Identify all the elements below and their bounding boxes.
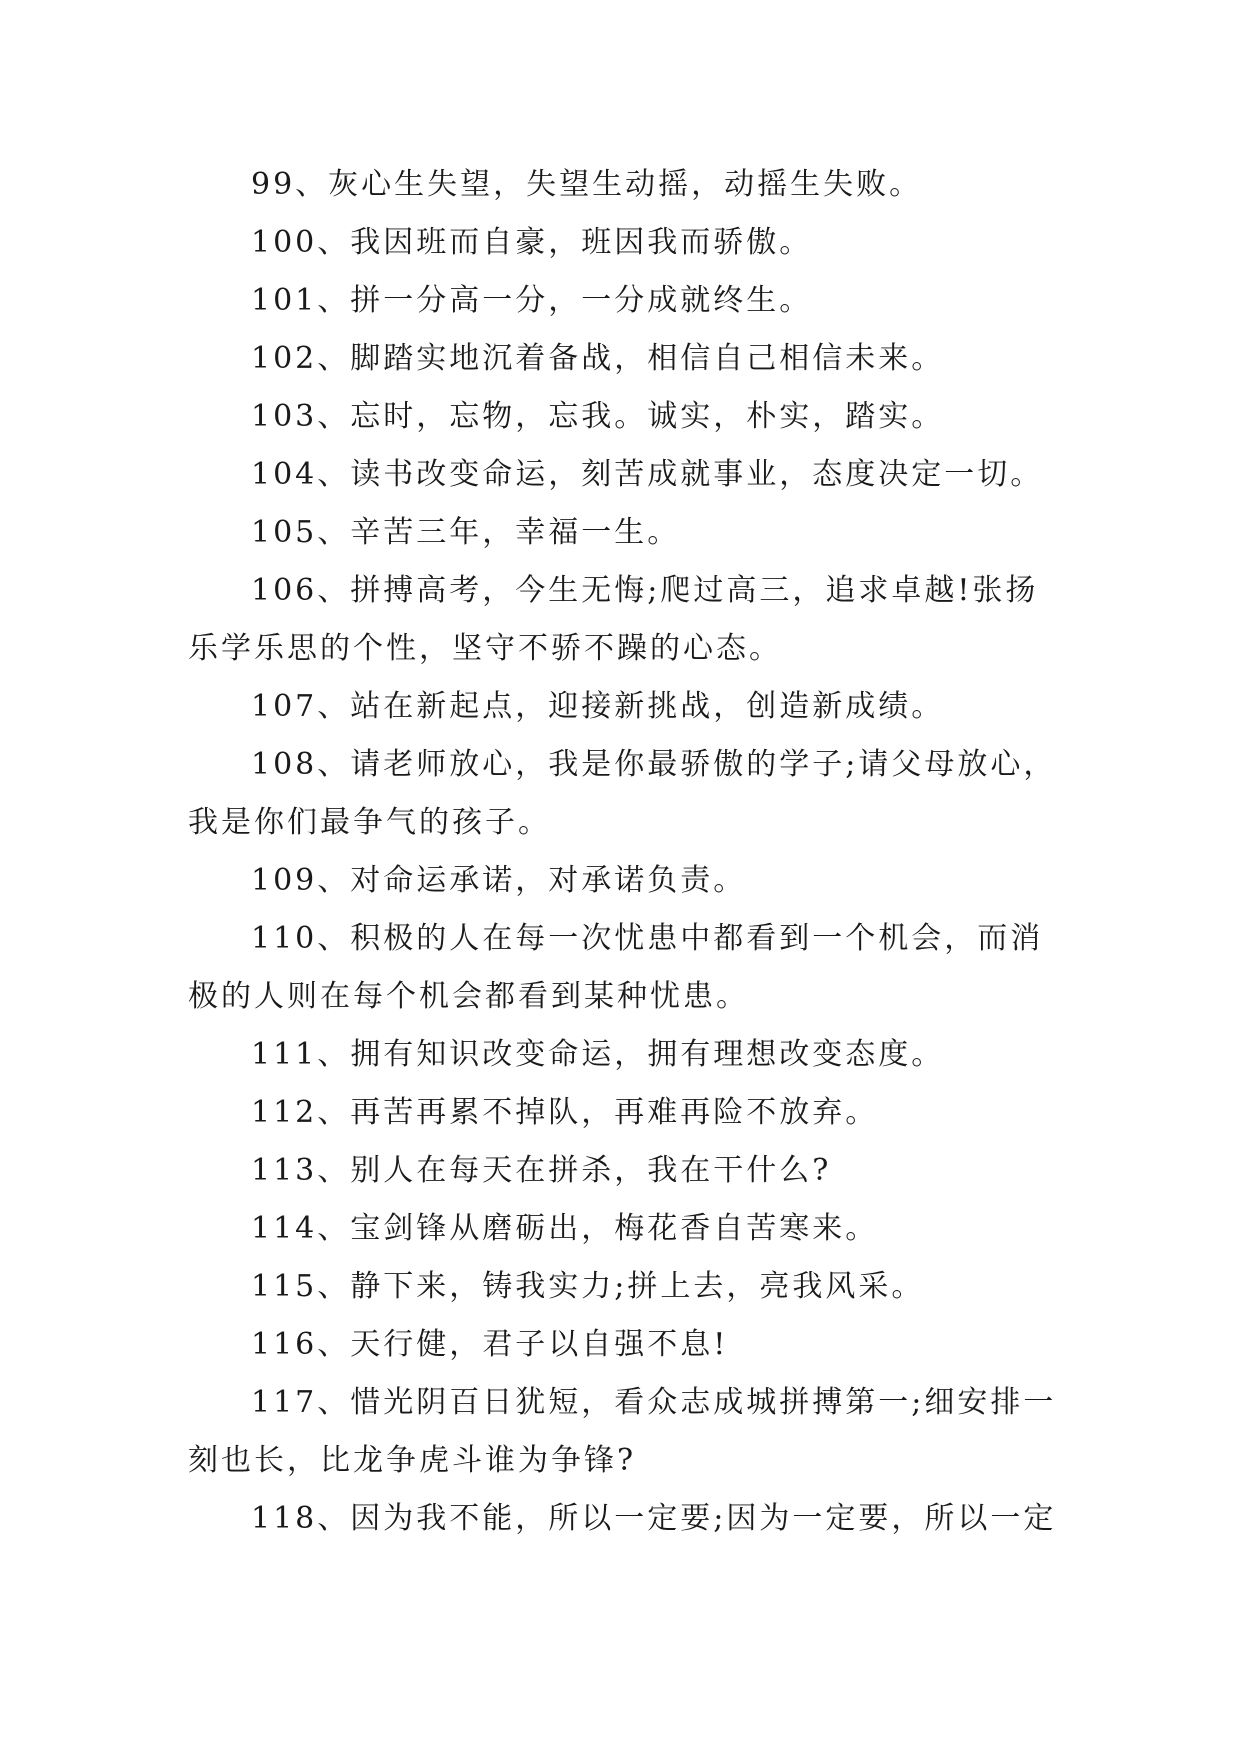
document-body xyxy=(188,156,1068,1548)
paragraph-116: 116、天行健，君子以自强不息! xyxy=(251,1327,729,1362)
paragraph-110: 110、积极的人在每一次忧患中都看到一个机会，而消极的人则在每个机会都看到某种忧患。 xyxy=(188,921,1044,1014)
paragraph-118: 118、因为我不能，所以一定要;因为一定要，所以一定 xyxy=(251,1501,1057,1536)
paragraph-107: 107、站在新起点，迎接新挑战，创造新成绩。 xyxy=(251,689,945,724)
paragraph-102: 102、脚踏实地沉着备战，相信自己相信未来。 xyxy=(251,341,945,376)
paragraph-113: 113、别人在每天在拼杀，我在干什么? xyxy=(251,1153,832,1188)
paragraph-111: 111、拥有知识改变命运，拥有理想改变态度。 xyxy=(251,1037,945,1072)
paragraph-115: 115、静下来，铸我实力;拼上去，亮我风采。 xyxy=(251,1269,925,1304)
paragraph-100: 100、我因班而自豪，班因我而骄傲。 xyxy=(251,225,813,260)
paragraph-106: 106、拼搏高考，今生无悔;爬过高三，追求卓越!张扬乐学乐思的个性，坚守不骄不躁的心态。 xyxy=(188,573,1039,666)
paragraph-99: 99、灰心生失望，失望生动摇，动摇生失败。 xyxy=(251,167,923,202)
paragraph-108: 108、请老师放心，我是你最骄傲的学子;请父母放心，我是你们最争气的孩子。 xyxy=(188,747,1057,840)
paragraph-112: 112、再苦再累不掉队，再难再险不放弃。 xyxy=(251,1095,879,1130)
paragraph-101: 101、拼一分高一分，一分成就终生。 xyxy=(251,283,813,318)
paragraph-104: 104、读书改变命运，刻苦成就事业，态度决定一切。 xyxy=(251,457,1044,492)
paragraph-117: 117、惜光阴百日犹短，看众志成城拼搏第一;细安排一刻也长，比龙争虎斗谁为争锋? xyxy=(188,1385,1057,1478)
paragraph-105: 105、辛苦三年，幸福一生。 xyxy=(251,515,681,550)
paragraph-114: 114、宝剑锋从磨砺出，梅花香自苦寒来。 xyxy=(251,1211,879,1246)
paragraph-103: 103、忘时，忘物，忘我。诚实，朴实，踏实。 xyxy=(251,399,945,434)
paragraph-109: 109、对命运承诺，对承诺负责。 xyxy=(251,863,747,898)
